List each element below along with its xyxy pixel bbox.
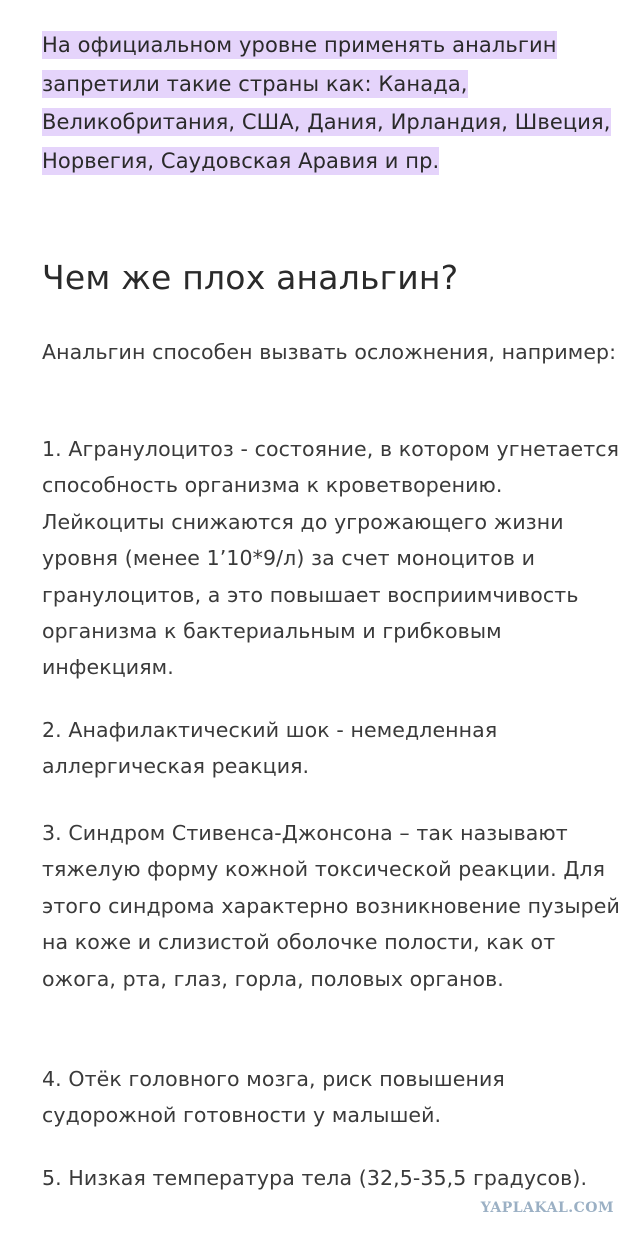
site-watermark: YAPLAKAL.COM bbox=[480, 1200, 614, 1216]
list-item-brain-edema: 4. Отёк головного мозга, риск повышения судорожной готовности у малышей. bbox=[42, 1067, 505, 1128]
list-item-anaphylactic-shock: 2. Анафилактический шок - немедленная аллергическая реакция. bbox=[42, 718, 498, 779]
list-item-low-temperature: 5. Низкая температура тела (32,5-35,5 градусов). bbox=[42, 1166, 588, 1190]
list-item-agranulocytosis: 1. Агранулоцитоз - состояние, в котором угнетается способность организма к кроветворению. Лейкоциты снижаются до угрожающего жизни уровня (менее 1’10*9/л) за счет моноцитов и гранулоцитов, а это повышает восприимчивость организма к бактериальным и грибковым инфекциям. bbox=[42, 437, 620, 680]
section-heading: Чем же плох анальгин? bbox=[42, 258, 459, 297]
highlighted-text: На официальном уровне применять анальгин запретили такие страны как: Канада, Великобритания, США, Дания, Ирландия, Швеция, Норвегия, Саудовская Аравия и пр. bbox=[42, 33, 611, 173]
intro-paragraph: Анальгин способен вызвать осложнения, например: bbox=[42, 340, 617, 364]
list-item-stevens-johnson: 3. Синдром Стивенса-Джонсона – так называют тяжелую форму кожной токсической реакции. Для этого синдрома характерно возникновение пузырей на коже и слизистой оболочке полости, как от ожога, рта, глаз, горла, половых органов. bbox=[42, 821, 620, 991]
highlighted-paragraph bbox=[42, 26, 622, 180]
